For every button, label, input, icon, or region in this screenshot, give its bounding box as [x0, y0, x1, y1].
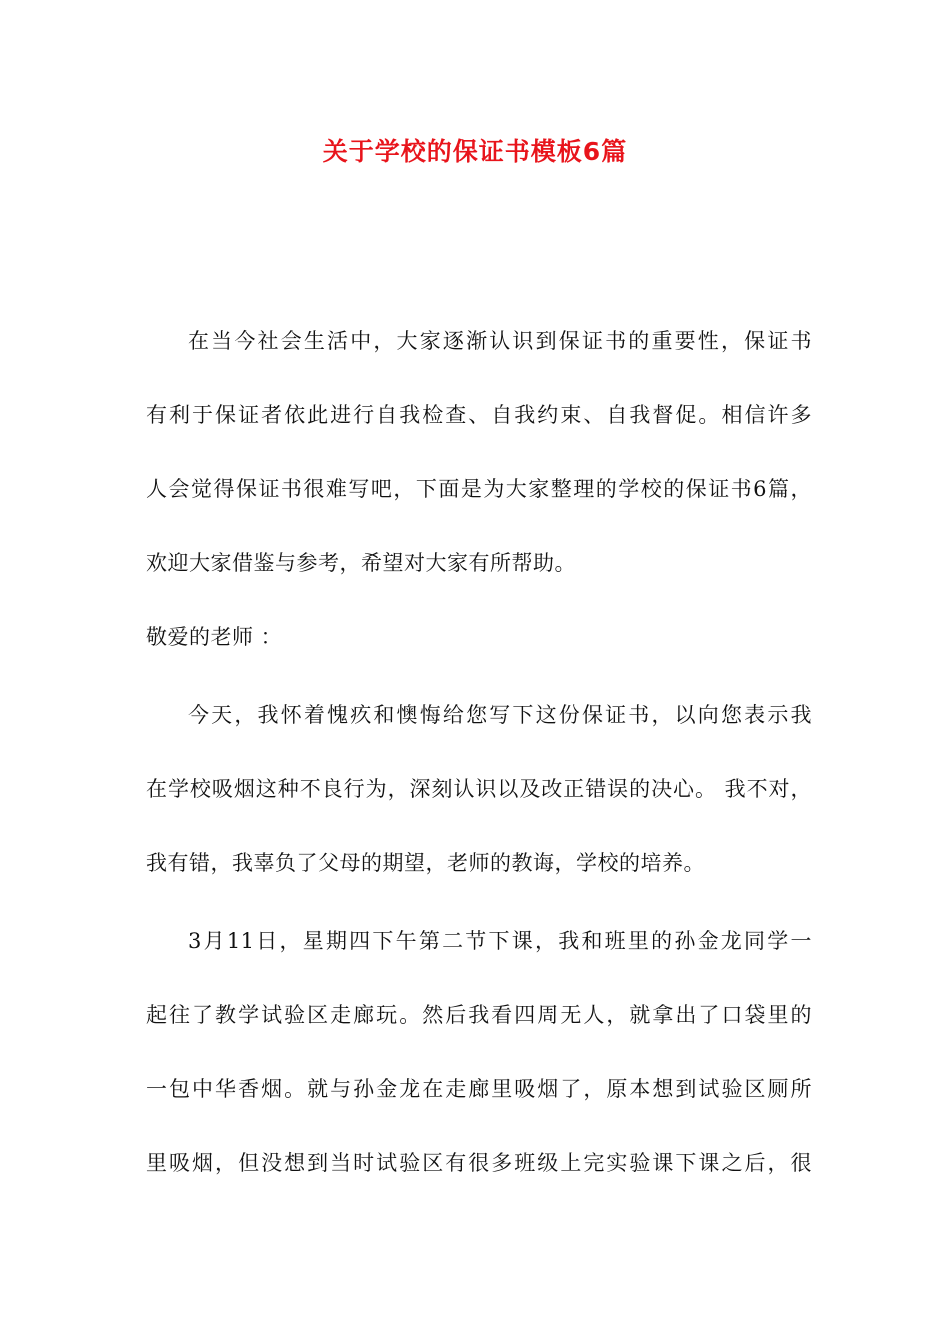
- paragraph-line: 有利于保证者依此进行自我检查、自我约束、自我督促。相信许多: [146, 403, 812, 427]
- paragraph-line: 我有错，我辜负了父母的期望，老师的教诲，学校的培养。: [146, 851, 705, 875]
- paragraph-line: 今天，我怀着愧疚和懊悔给您写下这份保证书，以向您表示我: [188, 703, 812, 727]
- paragraph-line: 一包中华香烟。就与孙金龙在走廊里吸烟了，原本想到试验区厕所: [146, 1077, 812, 1101]
- paragraph-line: 里吸烟，但没想到当时试验区有很多班级上完实验课下课之后，很: [146, 1151, 812, 1175]
- paragraph-line: 人会觉得保证书很难写吧，下面是为大家整理的学校的保证书6篇，: [146, 477, 812, 501]
- paragraph-line: 欢迎大家借鉴与参考，希望对大家有所帮助。: [146, 551, 576, 575]
- document-title: 关于学校的保证书模板6篇: [322, 137, 628, 166]
- paragraph-line: 在当今社会生活中，大家逐渐认识到保证书的重要性，保证书: [188, 329, 812, 353]
- paragraph-line: 在学校吸烟这种不良行为，深刻认识以及改正错误的决心。 我不对，: [146, 777, 812, 801]
- salutation: 敬爱的老师 ：: [146, 625, 283, 649]
- paragraph-line: 起往了教学试验区走廊玩。然后我看四周无人，就拿出了口袋里的: [146, 1003, 812, 1027]
- paragraph-line: 3月11日，星期四下午第二节下课，我和班里的孙金龙同学一: [188, 929, 812, 953]
